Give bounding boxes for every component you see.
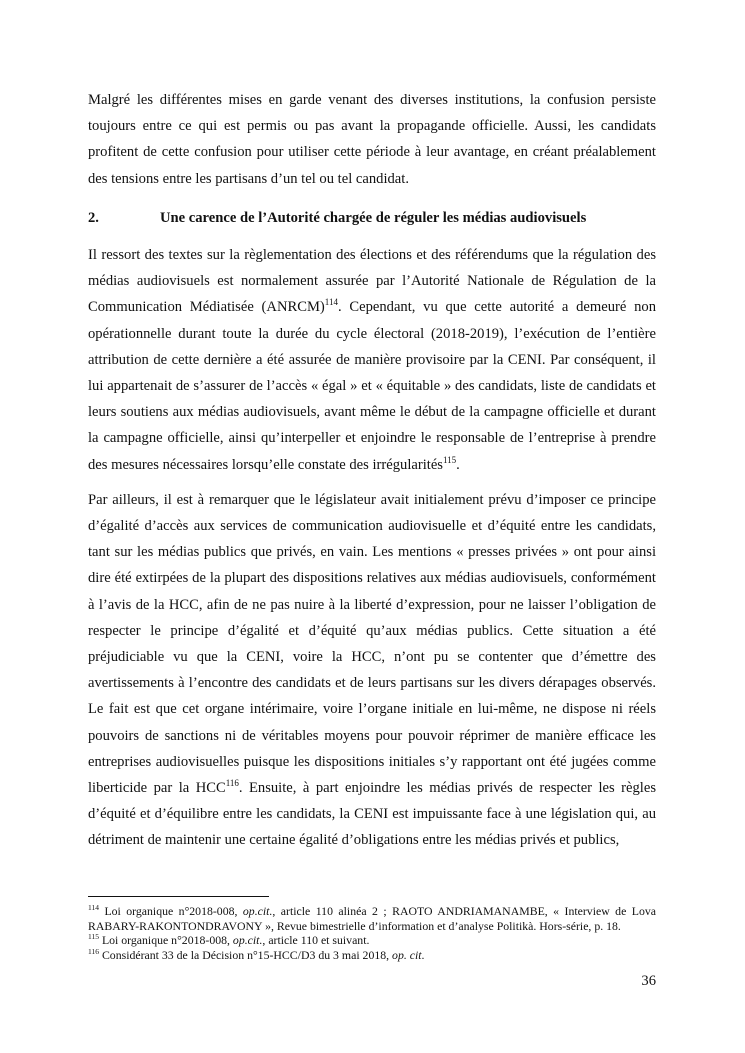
paragraph-1: Malgré les différentes mises en garde venant des diverses institutions, la confusion persiste toujours entre ce qui est permis ou pas avant la propagande officielle. Aussi, les candidats profitent de cette confusion pour utiliser cette période à leur avantage, en créant préalablement des tensions entre les partisans d’un tel ou tel candidat. [88, 92, 656, 187]
paragraph-2: Il ressort des textes sur la règlementation des élections et des référendums que la régulation des médias audiovisuels est normalement assurée par l’Autorité Nationale de Régulation de la Communication Médiatisée (ANRCM)$^{114}$. Cependant, vu que cette autorité a demeuré non opérationnelle durant toute la durée du cycle électoral (2018-2019), l’exécution de l’entière attribution de cette dernière a été assurée de manière provisoire par la CENI. Par conséquent, il lui appartenait de s’assurer de l’accès « égal » et « équitable » des candidats, liste de candidats et leurs soutiens aux médias audiovisuels, avant même le début de la campagne officielle et durant la campagne officielle, ainsi qu’interpeller et enjoindre le responsable de l’entreprise à prendre des mesures nécessaires lorsqu’elle constate des irrégularités$^{115}$. [88, 247, 656, 473]
footnote-114: $^{114}$ Loi organique n°2018-008, op.cit., article 110 alinéa 2 ; RAOTO ANDRIAMANAMBE, « Interview de Lova RABARY-RAKONTONDRAVONY », Revue bimestrielle d’information et d’analyse Politikà. Hors-série, p. 18. [88, 903, 656, 933]
footnote-ref-114[interactable]: 114 [324, 297, 338, 308]
paragraph-3: Par ailleurs, il est à remarquer que le législateur avait initialement prévu d’imposer ce principe d’égalité d’accès aux services de communication audiovisuelle et d’équité entre les candidats, tant sur les médias publics que privés, en vain. Les mentions « presses privées » ont pour ainsi dire été extirpées de la plupart des dispositions relatives aux médias audiovisuels, conformément à l’avis de la HCC, afin de ne pas nuire à la liberté d’expression, pour ne laisser l’obligation de respecter le principe d’égalité et d’équité qu’aux médias publics. Cette situation a été préjudiciable vu que la CENI, voire la HCC, n’ont pu se contenter que d’émettre des avertissements à l’encontre des candidats et de leurs partisans sur les divers dérapages observés. Le fait est que cet organe intérimaire, voire l’organe initiale en lui-même, ne dispose ni réels pouvoirs de sanctions ni de véritables moyens pour pouvoir réprimer de manière efficace les entreprises audiovisuelles puisque les dispositions initiales s’y rapportant ont été jugées comme liberticide par la HCC$^{116}$. Ensuite, à part enjoindre les médias privés de respecter les règles d’équité et d’équilibre entre les candidats, la CENI est impuissante face à une législation qui, au détriment de maintenir une certaine égalité d’obligations entre les médias privés et publics, [88, 491, 657, 849]
footnote-115: $^{115}$ Loi organique n°2018-008, op.cit., article 110 et suivant. [88, 932, 370, 947]
footnote-116: $^{116}$ Considérant 33 de la Décision n°15-HCC/D3 du 3 mai 2018, op. cit. [88, 946, 425, 962]
footnotes [88, 904, 656, 962]
footnote-ref-115[interactable]: 115 [442, 454, 457, 465]
section-heading [88, 205, 656, 231]
footnote-separator [88, 896, 269, 897]
section-title: Une carence de l’Autorité chargée de réguler les médias audiovisuels [160, 209, 587, 226]
page-number: 36 [641, 973, 656, 989]
section-number: 2. [88, 209, 99, 226]
footnote-ref-116[interactable]: 116 [225, 778, 239, 789]
body-text [88, 87, 656, 863]
